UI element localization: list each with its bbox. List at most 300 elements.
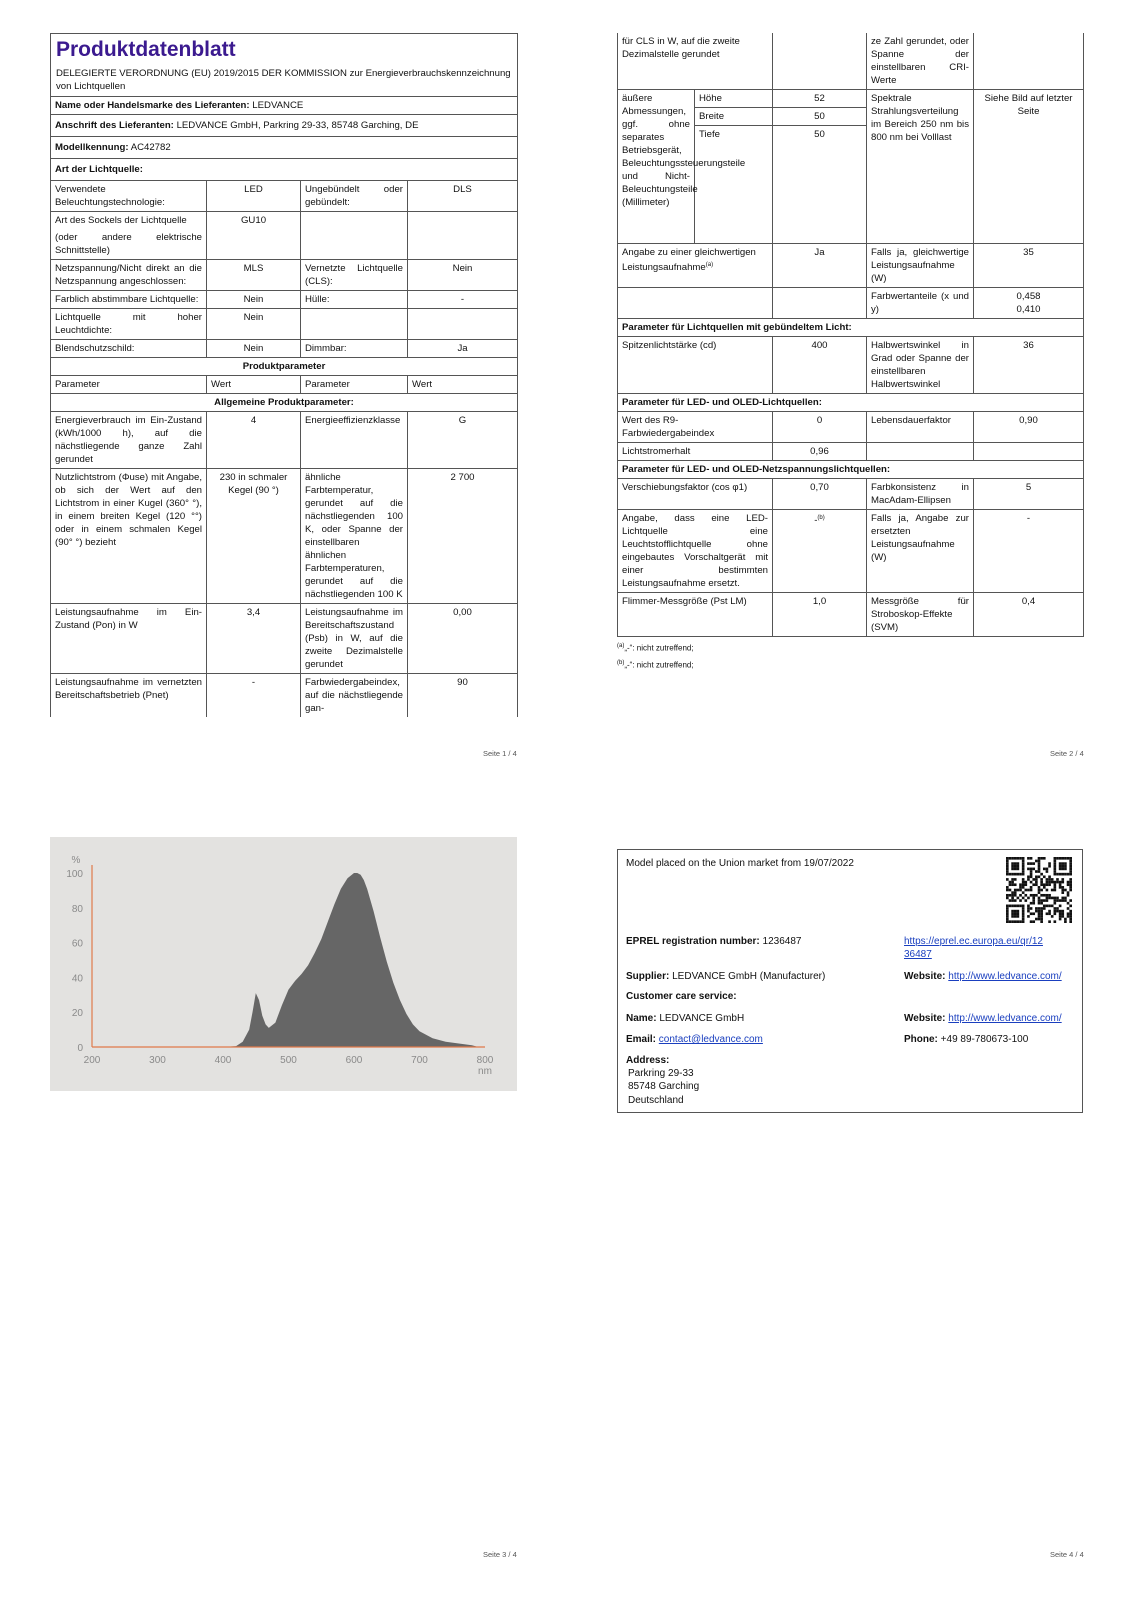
qr-module <box>1011 868 1014 871</box>
qr-module <box>1040 907 1043 910</box>
qr-module <box>1054 907 1057 910</box>
qr-module <box>1038 889 1041 892</box>
qr-module <box>1006 905 1009 908</box>
table-row: für CLS in W, auf die zweite Dezimalstelle gerundet ze Zahl gerundet, oder Spanne der einstellbaren CRI-Werte <box>618 33 1084 90</box>
qr-module <box>1022 883 1025 886</box>
qr-module <box>1009 873 1012 876</box>
qr-code-icon <box>1006 857 1072 923</box>
eprel-label: EPREL registration number: <box>626 936 760 947</box>
qr-module <box>1064 873 1067 876</box>
qr-module <box>1030 886 1033 889</box>
table-row: Leistungsaufnahme im Ein-Zustand (Pon) in W 3,4 Leistungsaufnahme im Bereitschaftszustand (Psb) in W, auf die zweite Dezimalstelle gerundet 0,00 <box>51 604 518 674</box>
qr-module <box>1048 875 1051 878</box>
qr-module <box>1043 883 1046 886</box>
qr-module <box>1038 915 1041 918</box>
qr-module <box>1069 860 1072 863</box>
qr-module <box>1040 889 1043 892</box>
qr-module <box>1014 883 1017 886</box>
qr-module <box>1022 918 1025 921</box>
qr-module <box>1069 862 1072 865</box>
qr-module <box>1009 857 1012 860</box>
qr-module <box>1067 873 1070 876</box>
model-id: AC42782 <box>130 142 171 153</box>
qr-module <box>1054 870 1057 873</box>
qr-module <box>1022 897 1025 900</box>
x-tick-label: 700 <box>411 1055 428 1066</box>
qr-module <box>1038 857 1041 860</box>
qr-module <box>1056 881 1059 884</box>
qr-module <box>1006 920 1009 923</box>
x-axis-label: nm <box>478 1066 492 1077</box>
qr-module <box>1006 862 1009 865</box>
qr-module <box>1032 899 1035 902</box>
table-row: Breite 50 <box>618 108 1084 126</box>
qr-module <box>1056 897 1059 900</box>
qr-module <box>1014 878 1017 881</box>
qr-module <box>1019 905 1022 908</box>
customer-care-label: Customer care service: <box>626 991 737 1002</box>
qr-module <box>1061 915 1064 918</box>
qr-module <box>1054 920 1057 923</box>
address-line: Parkring 29-33 <box>628 1068 694 1079</box>
qr-module <box>1046 912 1049 915</box>
eprel-number: 1236487 <box>762 936 802 947</box>
qr-module <box>1038 910 1041 913</box>
y-tick-label: 100 <box>66 869 83 880</box>
qr-module <box>1022 886 1025 889</box>
qr-module <box>1061 889 1064 892</box>
qr-module <box>1048 865 1051 868</box>
table-row: Energieverbrauch im Ein-Zustand (kWh/1000 h), auf die nächstliegende ganze Zahl gerundet 4 Energieeffizienzklasse G <box>51 412 518 469</box>
qr-module <box>1054 883 1057 886</box>
qr-module <box>1006 894 1009 897</box>
qr-module <box>1027 897 1030 900</box>
qr-module <box>1019 886 1022 889</box>
qr-module <box>1040 899 1043 902</box>
qr-module <box>1069 865 1072 868</box>
qr-module <box>1017 905 1020 908</box>
qr-module <box>1009 905 1012 908</box>
qr-module <box>1069 878 1072 881</box>
qr-module <box>1061 881 1064 884</box>
qr-module <box>1019 920 1022 923</box>
qr-module <box>1043 907 1046 910</box>
supplier-label: Supplier: <box>626 971 670 982</box>
qr-module <box>1006 912 1009 915</box>
qr-module <box>1019 889 1022 892</box>
qr-module <box>1048 862 1051 865</box>
care-name-value: LEDVANCE GmbH <box>659 1013 745 1024</box>
qr-module <box>1022 912 1025 915</box>
qr-module <box>1014 899 1017 902</box>
qr-module <box>1038 918 1041 921</box>
email-label: Email: <box>626 1034 657 1045</box>
qr-module <box>1022 891 1025 894</box>
qr-module <box>1009 894 1012 897</box>
qr-module <box>1056 873 1059 876</box>
qr-module <box>1014 920 1017 923</box>
qr-module <box>1022 862 1025 865</box>
eprel-link-line1[interactable]: https://eprel.ec.europa.eu/qr/12 <box>904 936 1043 947</box>
qr-module <box>1067 915 1070 918</box>
qr-module <box>1056 899 1059 902</box>
dimensions-label: äußere Abmessungen, ggf. ohne separates Betriebsgerät, Beleuchtungssteuerungsteile und Nicht-Beleuchtungsteile (Millimeter) <box>618 90 695 244</box>
qr-module <box>1038 912 1041 915</box>
qr-module <box>1064 918 1067 921</box>
y-tick-label: 40 <box>71 973 83 985</box>
qr-module <box>1032 902 1035 905</box>
qr-module <box>1006 915 1009 918</box>
qr-module <box>1038 907 1041 910</box>
qr-module <box>1046 905 1049 908</box>
qr-module <box>1006 910 1009 913</box>
phone-label: Phone: <box>904 1034 938 1045</box>
y-tick-label: 80 <box>71 903 83 915</box>
qr-module <box>1056 910 1059 913</box>
x-tick-label: 400 <box>214 1055 232 1066</box>
qr-module <box>1030 875 1033 878</box>
supplier-address: LEDVANCE GmbH, Parkring 29-33, 85748 Garching, DE <box>176 120 419 131</box>
qr-module <box>1014 873 1017 876</box>
qr-module <box>1054 865 1057 868</box>
qr-module <box>1054 881 1057 884</box>
qr-module <box>1030 894 1033 897</box>
qr-module <box>1030 857 1033 860</box>
qr-module <box>1040 894 1043 897</box>
qr-module <box>1011 891 1014 894</box>
qr-module <box>1006 857 1009 860</box>
qr-module <box>1022 910 1025 913</box>
qr-module <box>1014 894 1017 897</box>
table-row: Spitzenlichtstärke (cd) 400 Halbwertswinkel in Grad oder Spanne der einstellbaren Halbwertswinkel 36 <box>618 337 1084 394</box>
qr-module <box>1048 894 1051 897</box>
qr-module <box>1011 905 1014 908</box>
qr-module <box>1061 868 1064 871</box>
qr-module <box>1035 894 1038 897</box>
qr-module <box>1048 897 1051 900</box>
qr-module <box>1022 868 1025 871</box>
qr-module <box>1011 915 1014 918</box>
qr-module <box>1059 868 1062 871</box>
model-label: Modellkennung: <box>55 142 129 153</box>
qr-module <box>1024 889 1027 892</box>
qr-module <box>1017 912 1020 915</box>
page-number: Seite 1 / 4 <box>483 749 517 758</box>
qr-module <box>1040 878 1043 881</box>
qr-module <box>1059 862 1062 865</box>
qr-module <box>1061 899 1064 902</box>
qr-module <box>1022 860 1025 863</box>
qr-module <box>1056 857 1059 860</box>
qr-module <box>1056 878 1059 881</box>
supplier-name: LEDVANCE <box>252 100 304 111</box>
qr-module <box>1038 897 1041 900</box>
eprel-info-box <box>617 849 1083 1113</box>
qr-module <box>1040 883 1043 886</box>
qr-module <box>1069 905 1072 908</box>
qr-module <box>1017 889 1020 892</box>
qr-module <box>1011 894 1014 897</box>
qr-module <box>1069 920 1072 923</box>
qr-module <box>1051 905 1054 908</box>
page-number: Seite 4 / 4 <box>1050 1550 1084 1559</box>
qr-module <box>1048 905 1051 908</box>
qr-module <box>1030 873 1033 876</box>
qr-module <box>1027 878 1030 881</box>
qr-module <box>1017 873 1020 876</box>
qr-module <box>1064 868 1067 871</box>
qr-module <box>1054 910 1057 913</box>
spectral-chart-panel <box>50 837 517 1091</box>
qr-module <box>1030 902 1033 905</box>
page-1 <box>50 33 517 717</box>
product-params-heading: Produktparameter <box>51 358 518 376</box>
qr-module <box>1043 899 1046 902</box>
qr-module <box>1017 920 1020 923</box>
qr-module <box>1064 920 1067 923</box>
website-label: Website: <box>904 971 946 982</box>
qr-module <box>1019 857 1022 860</box>
qr-module <box>1017 868 1020 871</box>
page-title: Produktdatenblatt <box>56 38 236 61</box>
table-row: Lichtstromerhalt 0,96 <box>618 443 1084 461</box>
email-link[interactable]: contact@ledvance.com <box>658 1034 763 1045</box>
address-label: Anschrift des Lieferanten: <box>55 120 174 131</box>
qr-module <box>1059 899 1062 902</box>
qr-module <box>1069 912 1072 915</box>
qr-module <box>1035 878 1038 881</box>
qr-module <box>1019 899 1022 902</box>
qr-module <box>1061 862 1064 865</box>
qr-module <box>1069 910 1072 913</box>
qr-module <box>1054 899 1057 902</box>
qr-module <box>1059 873 1062 876</box>
qr-module <box>1024 881 1027 884</box>
qr-module <box>1040 912 1043 915</box>
qr-module <box>1019 883 1022 886</box>
website-link[interactable]: http://www.ledvance.com/ <box>948 971 1062 982</box>
qr-module <box>1014 905 1017 908</box>
qr-module <box>1014 865 1017 868</box>
supplier-name-label: Name oder Handelsmarke des Lieferanten: <box>55 100 250 111</box>
qr-module <box>1019 894 1022 897</box>
qr-module <box>1011 920 1014 923</box>
qr-module <box>1017 862 1020 865</box>
table-row: Farbwertanteile (x und y) 0,458 0,410 <box>618 288 1084 319</box>
qr-module <box>1024 883 1027 886</box>
qr-module <box>1043 905 1046 908</box>
general-heading: Allgemeine Produktparameter: <box>51 394 518 412</box>
page-number: Seite 2 / 4 <box>1050 749 1084 758</box>
qr-module <box>1022 907 1025 910</box>
qr-module <box>1069 883 1072 886</box>
qr-module <box>1019 873 1022 876</box>
qr-module <box>1046 897 1049 900</box>
qr-module <box>1043 857 1046 860</box>
qr-module <box>1011 912 1014 915</box>
x-tick-label: 800 <box>476 1055 494 1066</box>
qr-module <box>1038 870 1041 873</box>
qr-module <box>1038 902 1041 905</box>
qr-module <box>1040 918 1043 921</box>
qr-module <box>1054 897 1057 900</box>
qr-module <box>1030 907 1033 910</box>
qr-module <box>1054 912 1057 915</box>
qr-module <box>1017 865 1020 868</box>
spectral-distribution-chart <box>50 837 517 1091</box>
qr-module <box>1061 886 1064 889</box>
qr-module <box>1038 886 1041 889</box>
qr-module <box>1032 920 1035 923</box>
footnotes: $^{(a)}$„-“: nicht zutreffend; $^{(b)}$„-“: nicht zutreffend; <box>617 643 694 670</box>
page-2 <box>617 33 1083 672</box>
led-heading: Parameter für LED- und OLED-Lichtquellen: <box>618 394 1084 412</box>
qr-module <box>1038 862 1041 865</box>
qr-module <box>1006 918 1009 921</box>
qr-module <box>1040 920 1043 923</box>
qr-module <box>1030 912 1033 915</box>
qr-module <box>1038 875 1041 878</box>
care-website-link[interactable]: http://www.ledvance.com/ <box>948 1013 1062 1024</box>
table-row: Art des Sockels der Lichtquelle GU10 <box>51 212 518 230</box>
qr-module <box>1069 915 1072 918</box>
table-row: Angabe zu einer gleichwertigen Leistungsaufnahme$^{(a)}$ Ja Falls ja, gleichwertige Leistungsaufnahme (W) 35 <box>618 244 1084 288</box>
qr-module <box>1061 912 1064 915</box>
qr-module <box>1046 894 1049 897</box>
qr-module <box>1048 881 1051 884</box>
qr-module <box>1011 881 1014 884</box>
qr-module <box>1040 910 1043 913</box>
qr-module <box>1040 902 1043 905</box>
qr-module <box>1038 865 1041 868</box>
eprel-link-line2[interactable]: 36487 <box>904 949 932 960</box>
qr-module <box>1046 868 1049 871</box>
qr-module <box>1014 891 1017 894</box>
qr-module <box>1051 881 1054 884</box>
qr-module <box>1027 910 1030 913</box>
qr-module <box>1027 862 1030 865</box>
qr-module <box>1014 910 1017 913</box>
table-row: Leistungsaufnahme im vernetzten Bereitschaftsbetrieb (Pnet) - Farbwiedergabeindex, auf die nächstliegende gan- 90 <box>51 674 518 718</box>
qr-module <box>1059 886 1062 889</box>
qr-module <box>1064 865 1067 868</box>
qr-module <box>1035 918 1038 921</box>
qr-module <box>1030 920 1033 923</box>
qr-module <box>1054 860 1057 863</box>
chart-background <box>50 837 517 1091</box>
qr-module <box>1048 912 1051 915</box>
qr-module <box>1061 891 1064 894</box>
qr-module <box>1032 912 1035 915</box>
qr-module <box>1006 889 1009 892</box>
type-heading: Art der Lichtquelle: <box>51 159 518 181</box>
table-row: (oder andere elektrische Schnittstelle) <box>51 229 518 260</box>
qr-module <box>1054 889 1057 892</box>
qr-module <box>1059 857 1062 860</box>
qr-module <box>1038 868 1041 871</box>
qr-module <box>1011 878 1014 881</box>
qr-module <box>1059 865 1062 868</box>
qr-module <box>1022 857 1025 860</box>
page-number: Seite 3 / 4 <box>483 1550 517 1559</box>
product-sheet-table-2 <box>617 33 1084 637</box>
mains-heading: Parameter für LED- und OLED-Netzspannungslichtquellen: <box>618 461 1084 479</box>
table-row: Blendschutzschild: Nein Dimmbar: Ja <box>51 340 518 358</box>
table-row: Tiefe 50 <box>618 126 1084 244</box>
qr-module <box>1061 878 1064 881</box>
y-tick-label: 20 <box>71 1008 83 1020</box>
qr-module <box>1059 912 1062 915</box>
qr-module <box>1006 897 1009 900</box>
qr-module <box>1059 910 1062 913</box>
qr-module <box>1035 883 1038 886</box>
qr-module <box>1043 894 1046 897</box>
qr-module <box>1054 862 1057 865</box>
qr-module <box>1069 857 1072 860</box>
qr-module <box>1051 878 1054 881</box>
qr-module <box>1017 915 1020 918</box>
qr-module <box>1069 899 1072 902</box>
qr-module <box>1022 870 1025 873</box>
market-date-text: Model placed on the Union market from 19/07/2022 <box>626 858 854 869</box>
qr-module <box>1059 883 1062 886</box>
qr-module <box>1011 897 1014 900</box>
qr-module <box>1040 881 1043 884</box>
qr-module <box>1046 870 1049 873</box>
table-row: äußere Abmessungen, ggf. ohne separates Betriebsgerät, Beleuchtungssteuerungsteile und Nicht-Beleuchtungsteile (Millimeter) Höhe 52 Spektrale Strahlungsverteilung im Bereich 250 nm bis 800 nm bei Volllast Siehe Bild auf letzter Seite <box>618 90 1084 108</box>
x-tick-label: 300 <box>149 1055 166 1066</box>
qr-module <box>1040 873 1043 876</box>
qr-module <box>1043 868 1046 871</box>
qr-module <box>1046 883 1049 886</box>
table-row: Nutzlichtstrom (Φuse) mit Angabe, ob sich der Wert auf den Lichtstrom in einer Kugel (360° °), in einem breiten Kegel (120 °°) oder in einem schmalen Kegel (90° °) bezieht 230 in schmaler Kegel (90 °) ähnliche Farbtemperatur, gerundet auf die nächstliegenden 100 K, oder Spanne der einstellbaren ähnlichen Farbtemperaturen, gerundet auf die nächstliegenden 100 K 2 700 <box>51 469 518 604</box>
qr-module <box>1051 897 1054 900</box>
qr-module <box>1064 862 1067 865</box>
qr-module <box>1009 883 1012 886</box>
qr-module <box>1035 910 1038 913</box>
qr-module <box>1011 873 1014 876</box>
qr-module <box>1035 907 1038 910</box>
x-tick-label: 500 <box>280 1055 297 1066</box>
qr-module <box>1024 899 1027 902</box>
qr-module <box>1014 915 1017 918</box>
qr-module <box>1011 862 1014 865</box>
qr-module <box>1064 857 1067 860</box>
qr-module <box>1014 868 1017 871</box>
qr-module <box>1067 857 1070 860</box>
table-row: Angabe, dass eine LED-Lichtquelle eine Leuchtstofflichtquelle ohne eingebautes Vorschaltgerät mit einer bestimmten Leistungsaufnahme ersetzt. -$^{(b)}$ Falls ja, Angabe zur ersetzten Leistungsaufnahme (W) - <box>618 510 1084 593</box>
qr-module <box>1054 857 1057 860</box>
qr-module <box>1051 889 1054 892</box>
qr-module <box>1011 899 1014 902</box>
qr-module <box>1011 910 1014 913</box>
qr-module <box>1027 905 1030 908</box>
qr-module <box>1022 873 1025 876</box>
qr-module <box>1056 907 1059 910</box>
qr-module <box>1059 918 1062 921</box>
qr-module <box>1006 873 1009 876</box>
qr-module <box>1006 870 1009 873</box>
qr-module <box>1024 894 1027 897</box>
qr-module <box>1040 857 1043 860</box>
qr-module <box>1011 857 1014 860</box>
product-sheet-table-1 <box>50 33 518 717</box>
qr-module <box>1069 886 1072 889</box>
qr-module <box>1017 897 1020 900</box>
qr-module <box>1069 881 1072 884</box>
address-line: 85748 Garching <box>628 1081 700 1092</box>
qr-module <box>1006 886 1009 889</box>
